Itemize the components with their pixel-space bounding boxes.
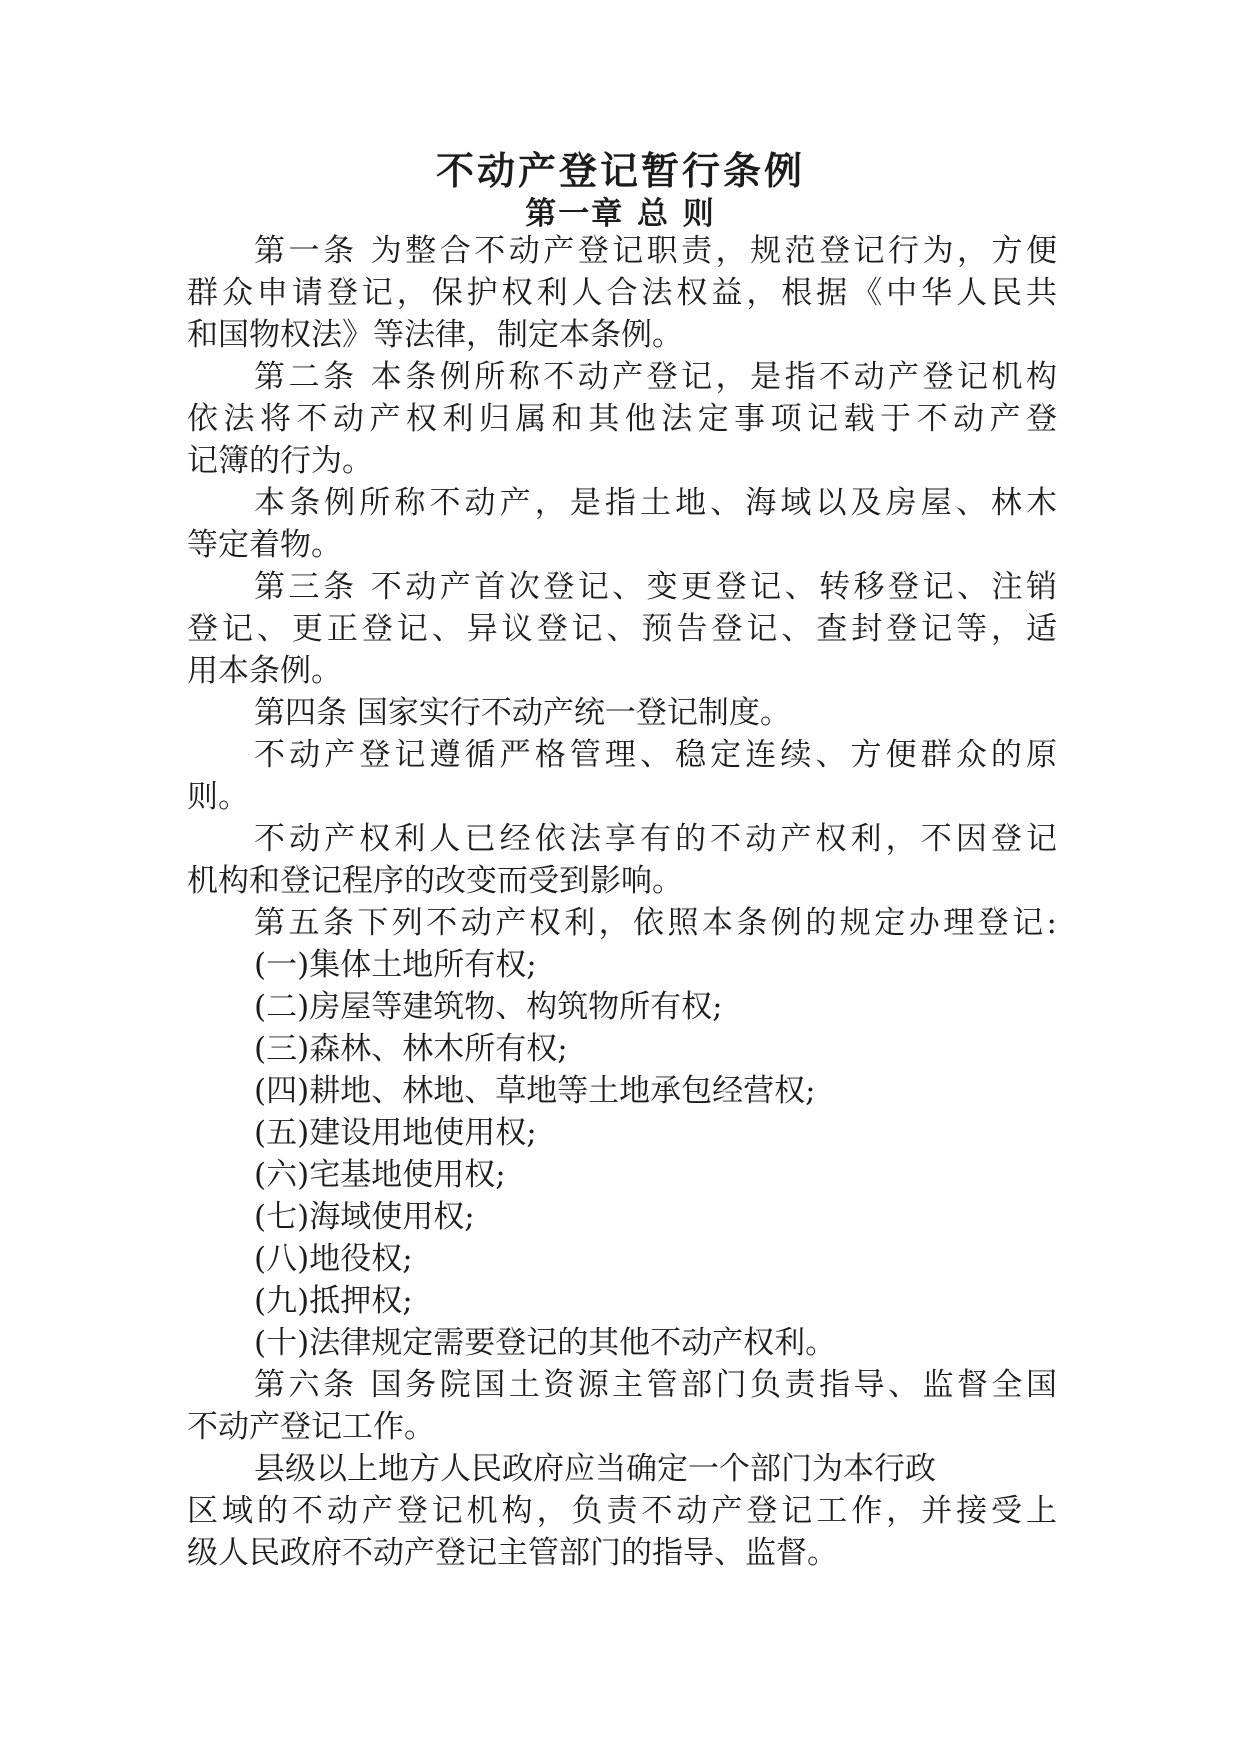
text-line: (二)房屋等建筑物、构筑物所有权; [254, 989, 723, 1025]
text-line: (八)地役权; [254, 1241, 413, 1277]
text-line: 第二条 本条例所称不动产登记，是指不动产登记机构 [254, 359, 1057, 395]
text-line: 县级以上地方人民政府应当确定一个部门为本行政 [254, 1451, 936, 1487]
text-line: (七)海域使用权; [254, 1199, 475, 1235]
text-line: (十)法律规定需要登记的其他不动产权利。 [254, 1325, 837, 1361]
text-line: 第三条 不动产首次登记、变更登记、转移登记、注销 [254, 569, 1057, 605]
text-line: 第四条 国家实行不动产统一登记制度。 [254, 695, 791, 731]
text-line: 依法将不动产权利归属和其他法定事项记载于不动产登 [187, 401, 1057, 437]
chapter-heading: 第一章 总 则 [525, 196, 716, 232]
text-line: 和国物权法》等法律，制定本条例。 [187, 317, 683, 353]
text-line: (四)耕地、林地、草地等土地承包经营权; [254, 1073, 816, 1109]
text-line: 区域的不动产登记机构，负责不动产登记工作，并接受上 [187, 1493, 1057, 1529]
text-line: 记簿的行为。 [187, 443, 373, 479]
text-line: 级人民政府不动产登记主管部门的指导、监督。 [187, 1535, 838, 1571]
text-line: 第一条 为整合不动产登记职责，规范登记行为，方便 [254, 233, 1057, 269]
text-line: 不动产登记遵循严格管理、稳定连续、方便群众的原 [254, 737, 1057, 773]
text-line: 不动产登记工作。 [187, 1409, 435, 1445]
text-line: (九)抵押权; [254, 1283, 413, 1319]
text-line: (三)森林、林木所有权; [254, 1031, 568, 1067]
text-line: 则。 [187, 779, 249, 815]
text-line: 不动产权利人已经依法享有的不动产权利，不因登记 [254, 821, 1057, 857]
text-line: 机构和登记程序的改变而受到影响。 [187, 863, 683, 899]
text-line: (五)建设用地使用权; [254, 1115, 537, 1151]
text-line: 等定着物。 [187, 527, 342, 563]
text-line: (一)集体土地所有权; [254, 947, 537, 983]
document-body [187, 230, 1057, 1574]
text-line: 登记、更正登记、异议登记、预告登记、查封登记等，适 [187, 611, 1057, 647]
text-line: 群众申请登记，保护权利人合法权益，根据《中华人民共 [187, 275, 1057, 311]
text-line: (六)宅基地使用权; [254, 1157, 506, 1193]
text-line: 第五条下列不动产权利，依照本条例的规定办理登记: [254, 905, 1057, 941]
text-line: 用本条例。 [187, 653, 342, 689]
text-line: 本条例所称不动产，是指土地、海域以及房屋、林木 [254, 485, 1057, 521]
text-line: 第六条 国务院国土资源主管部门负责指导、监督全国 [254, 1367, 1057, 1403]
document-title: 不动产登记暂行条例 [435, 148, 805, 193]
